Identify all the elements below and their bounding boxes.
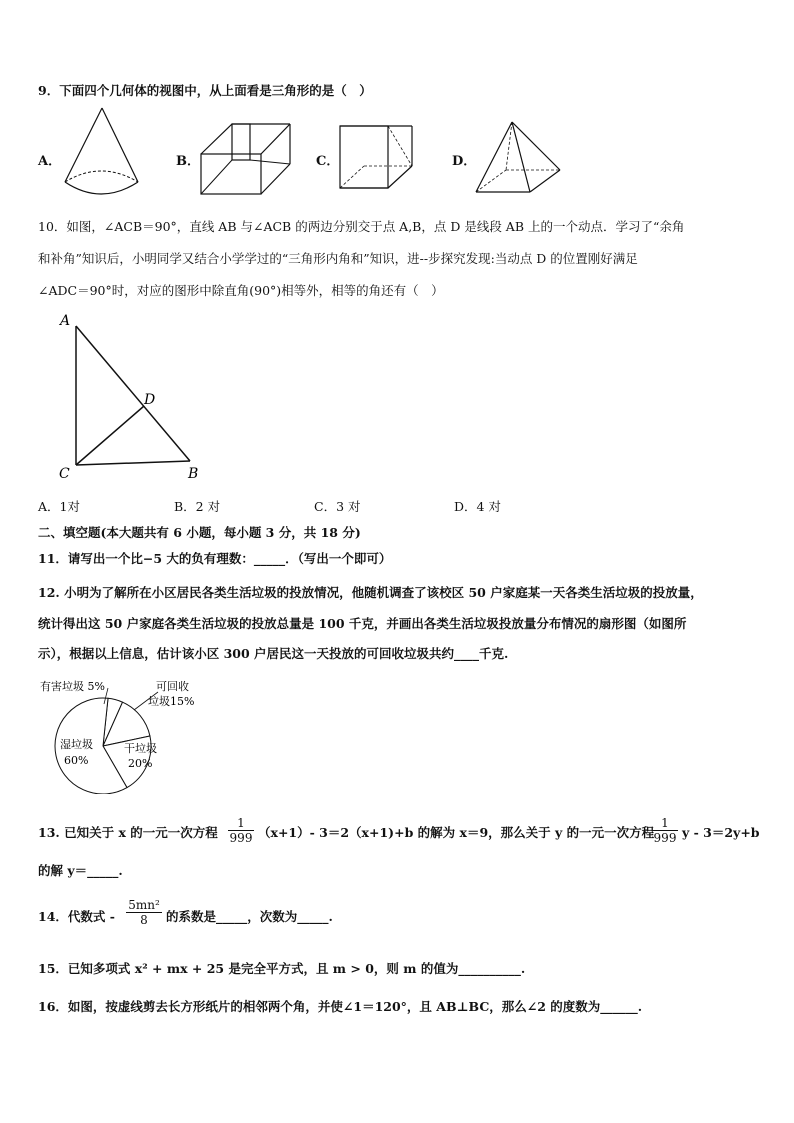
label-a: A bbox=[60, 313, 71, 329]
label-recycle-2: 垃圾15% bbox=[148, 695, 195, 708]
q14-part1: 14．代数式 - bbox=[38, 909, 115, 924]
q13-part3: y - 3＝2y+b bbox=[682, 825, 760, 840]
q10-option-d: D．4 对 bbox=[454, 499, 501, 514]
q9-stem: 9．下面四个几何体的视图中，从上面看是三角形的是（ ） bbox=[38, 83, 372, 98]
label-wet-1: 湿垃圾 bbox=[60, 738, 93, 751]
q12-line2: 统计得出这 50 户家庭各类生活垃圾的投放总量是 100 千克，并画出各类生活垃圾投放量分布情况的扇形图（如图所 bbox=[38, 616, 687, 631]
q9-option-c: C． bbox=[316, 154, 340, 169]
q16: 16．如图，按虚线剪去长方形纸片的相邻两个角，并使∠1＝120°，且 AB⊥BC，那么∠2 的度数为______. bbox=[38, 999, 643, 1014]
q12-line3: 示），根据以上信息，估计该小区 300 户居民这一天投放的可回收垃圾共约____千克. bbox=[38, 646, 509, 661]
q10-line3: ∠ADC＝90°时，对应的图形中除直角(90°)相等外，相等的角还有（ ） bbox=[38, 283, 444, 298]
hollow-box-figure bbox=[196, 118, 296, 200]
triangle-figure bbox=[56, 308, 216, 484]
q14-frac-den: 8 bbox=[140, 913, 148, 927]
label-d: D bbox=[144, 392, 156, 408]
label-dry-2: 20% bbox=[128, 757, 153, 770]
q13-part2: （x+1）- 3＝2（x+1)+b 的解为 x＝9，那么关于 y 的一元一次方程 bbox=[258, 825, 655, 840]
q14-fraction bbox=[126, 898, 162, 927]
q13-frac1-den: 999 bbox=[229, 831, 253, 845]
q11: 11．请写出一个比−5 大的负有理数：_____．（写出一个即可） bbox=[38, 551, 392, 566]
label-recycle-1: 可回收 bbox=[156, 680, 189, 693]
q10-option-b: B．2 对 bbox=[174, 499, 221, 514]
label-dry-1: 干垃圾 bbox=[124, 742, 157, 755]
pyramid-figure bbox=[472, 118, 564, 198]
q10-option-a: A．1对 bbox=[38, 499, 80, 514]
q10-line2: 和补角”知识后，小明同学又结合小学学过的“三角形内角和”知识，进--步探究发现:当动点 D 的位置刚好满足 bbox=[38, 251, 638, 266]
q13-fraction-1 bbox=[228, 816, 254, 845]
q10-line1: 10．如图，∠ACB＝90°，直线 AB 与∠ACB 的两边分别交于点 A,B，点 D 是线段 AB 上的一个动点．学习了“余角 bbox=[38, 219, 685, 234]
q9-option-a: A． bbox=[38, 154, 62, 169]
q10-option-c: C．3 对 bbox=[314, 499, 361, 514]
q13-frac2-den: 999 bbox=[653, 831, 677, 845]
pie-chart bbox=[38, 674, 218, 794]
q13-part1: 13. 已知关于 x 的一元一次方程 bbox=[38, 825, 218, 840]
label-wet-2: 60% bbox=[64, 754, 89, 767]
q14-part2: 的系数是_____，次数为_____. bbox=[166, 909, 333, 924]
q13-line2: 的解 y＝_____. bbox=[38, 863, 123, 878]
section-heading: 二、填空题(本大题共有 6 小题，每小题 3 分，共 18 分) bbox=[38, 525, 361, 540]
q14-frac-num: 5mn² bbox=[126, 898, 162, 913]
label-c: C bbox=[59, 466, 70, 482]
label-hazard: 有害垃圾 5% bbox=[40, 680, 105, 693]
q12-line1: 12. 小明为了解所在小区居民各类生活垃圾的投放情况，他随机调查了该校区 50 户家庭某一天各类生活垃圾的投放量， bbox=[38, 585, 703, 600]
q9-option-b: B． bbox=[176, 154, 200, 169]
label-b: B bbox=[188, 466, 199, 482]
q15: 15．已知多项式 x² + mx + 25 是完全平方式，且 m > 0，则 m 的值为__________. bbox=[38, 961, 526, 976]
cone-figure bbox=[58, 104, 148, 204]
q9-option-d: D． bbox=[452, 154, 477, 169]
q13-fraction-2 bbox=[652, 816, 678, 845]
q13-frac1-num: 1 bbox=[228, 816, 254, 831]
q13-frac2-num: 1 bbox=[652, 816, 678, 831]
prism-figure bbox=[336, 118, 420, 198]
